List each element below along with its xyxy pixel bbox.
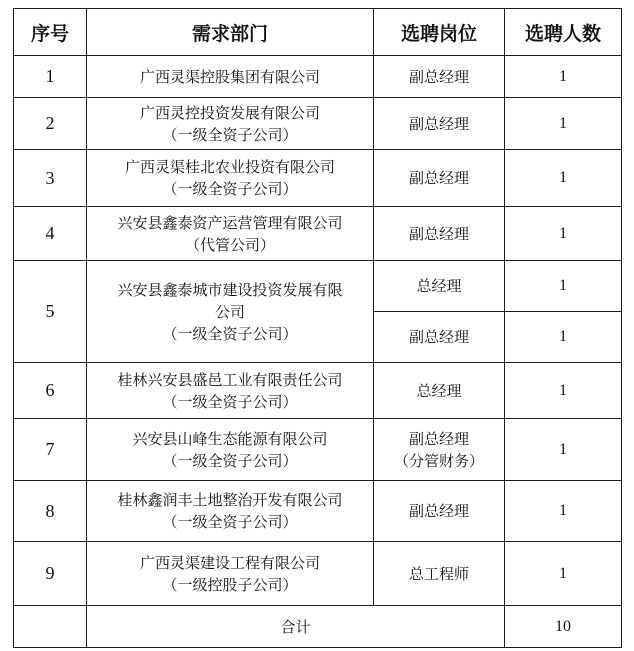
header-row xyxy=(14,9,622,56)
dept-cell xyxy=(87,481,374,542)
position-note: （分管财务） xyxy=(393,451,484,470)
total-empty-cell xyxy=(14,606,87,648)
dept-name: 兴安县鑫泰资产运营管理有限公司 xyxy=(117,213,343,232)
position-cell xyxy=(374,419,505,481)
dept-type: （一级全资子公司） xyxy=(162,451,298,470)
row-number: 2 xyxy=(14,98,87,150)
dept-name: 广西灵渠控股集团有限公司 xyxy=(139,67,320,86)
header-position: 选聘岗位 xyxy=(374,9,505,56)
dept-name: 广西灵控投资发展有限公司 xyxy=(139,103,320,122)
table-row xyxy=(14,481,622,542)
position-cell: 副总经理 xyxy=(374,207,505,261)
dept-cell xyxy=(87,150,374,207)
position-cell: 副总经理 xyxy=(374,150,505,207)
dept-type: （一级全资子公司） xyxy=(162,392,298,411)
total-row xyxy=(14,606,622,648)
dept-cell xyxy=(87,207,374,261)
dept-type: （一级全资子公司） xyxy=(162,125,298,144)
dept-cell xyxy=(87,98,374,150)
row-number: 4 xyxy=(14,207,87,261)
position-cell: 总工程师 xyxy=(374,542,505,606)
dept-type: （一级全资子公司） xyxy=(162,180,298,198)
row-number: 6 xyxy=(14,363,87,419)
count-cell: 1 xyxy=(505,150,622,207)
dept-cell xyxy=(87,56,374,98)
dept-cell xyxy=(87,542,374,606)
count-cell: 1 xyxy=(505,98,622,150)
dept-name: 广西灵渠建设工程有限公司 xyxy=(139,553,320,572)
count-cell: 1 xyxy=(505,481,622,542)
position-cell: 副总经理 xyxy=(374,98,505,150)
table-row xyxy=(14,56,622,98)
header-dept: 需求部门 xyxy=(87,9,374,56)
count-cell: 1 xyxy=(505,207,622,261)
table-row xyxy=(14,261,622,312)
position-cell: 副总经理 xyxy=(374,481,505,542)
header-count: 选聘人数 xyxy=(505,9,622,56)
position-name: 副总经理 xyxy=(408,429,469,448)
total-count: 10 xyxy=(505,606,622,648)
recruitment-table xyxy=(13,8,622,648)
dept-cell xyxy=(87,261,374,363)
row-number: 5 xyxy=(14,261,87,363)
dept-type: （一级全资子公司） xyxy=(162,513,298,531)
table-row xyxy=(14,207,622,261)
dept-name: 广西灵渠桂北农业投资有限公司 xyxy=(124,158,335,176)
position-cell: 总经理 xyxy=(374,363,505,419)
dept-type: （一级控股子公司） xyxy=(162,575,298,594)
count-cell: 1 xyxy=(505,363,622,419)
count-cell: 1 xyxy=(505,56,622,98)
count-cell: 1 xyxy=(505,312,622,363)
dept-cell xyxy=(87,363,374,419)
dept-name: 桂林兴安县盛邑工业有限责任公司 xyxy=(117,370,343,389)
table-row xyxy=(14,419,622,481)
row-number: 1 xyxy=(14,56,87,98)
row-number: 3 xyxy=(14,150,87,207)
table-row xyxy=(14,150,622,207)
position-cell: 总经理 xyxy=(374,261,505,312)
dept-name: 兴安县鑫泰城市建设投资发展有限 xyxy=(117,280,343,299)
count-cell: 1 xyxy=(505,419,622,481)
count-cell: 1 xyxy=(505,542,622,606)
table-row xyxy=(14,363,622,419)
row-number: 7 xyxy=(14,419,87,481)
table-row xyxy=(14,542,622,606)
header-no: 序号 xyxy=(14,9,87,56)
dept-cell xyxy=(87,419,374,481)
count-cell: 1 xyxy=(505,261,622,312)
position-cell: 副总经理 xyxy=(374,56,505,98)
position-cell: 副总经理 xyxy=(374,312,505,363)
row-number: 8 xyxy=(14,481,87,542)
dept-type: （代管公司） xyxy=(184,235,275,254)
total-label: 合计 xyxy=(87,606,505,648)
dept-name-cont: 公司 xyxy=(214,302,245,321)
dept-name: 兴安县山峰生态能源有限公司 xyxy=(132,429,328,448)
table-row xyxy=(14,98,622,150)
row-number: 9 xyxy=(14,542,87,606)
dept-name: 桂林鑫润丰土地整治开发有限公司 xyxy=(117,491,343,509)
dept-type: （一级全资子公司） xyxy=(162,324,298,343)
